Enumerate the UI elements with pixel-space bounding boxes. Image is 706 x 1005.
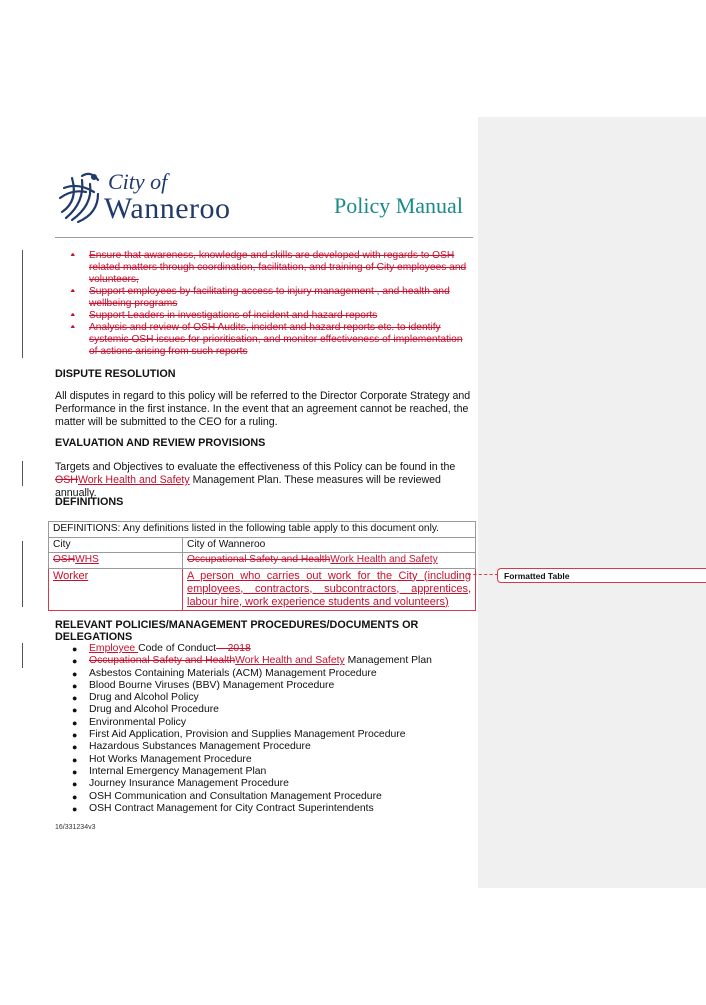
list-item: ● Drug and Alcohol Procedure <box>72 704 219 716</box>
term-cell: OSHWHS <box>49 553 183 569</box>
list-item: ● Asbestos Containing Materials (ACM) Management Procedure <box>72 667 377 679</box>
table-caption: DEFINITIONS: Any definitions listed in the following table apply to this document only. <box>49 522 476 538</box>
evaluation-text: Targets and Objectives to evaluate the effectiveness of this Policy can be found in the OSHWork Health and Safety Management Plan. These measures will be reviewed annually. <box>55 461 456 499</box>
list-item: ● Blood Bourne Viruses (BBV) Management Procedure <box>72 679 335 691</box>
change-bar <box>22 461 23 486</box>
list-item: ● Hazardous Substances Management Procedure <box>72 741 311 753</box>
list-item: ● Environmental Policy <box>72 716 187 728</box>
definition-cell: Occupational Safety and HealthWork Health and Safety <box>183 553 476 569</box>
definitions-table <box>48 521 476 611</box>
list-item: ● First Aid Application, Provision and Supplies Management Procedure <box>72 729 406 741</box>
definition-cell: A person who carries out work for the City (including employees, contractors, subcontractors, apprentices, labour hire, work experience students and volunteers) <box>183 568 476 610</box>
policy-manual-title: Policy Manual <box>334 193 463 218</box>
markup-pane <box>478 117 706 888</box>
formatted-table-balloon[interactable]: Formatted Table <box>497 568 706 583</box>
change-bar <box>22 250 23 358</box>
relevant-documents-list <box>55 643 473 815</box>
deleted-responsibilities-list <box>55 250 473 358</box>
term-cell: Worker <box>49 568 183 610</box>
table-row <box>49 537 476 553</box>
dispute-text: All disputes in regard to this policy will be referred to the Director Corporate Strategy and Performance in the first instance. In the event that an agreement cannot be reached, the matter will be submitted to the CEO for a ruling. <box>55 390 471 428</box>
list-item: • Analysis and review of OSH Audits, incident and hazard reports etc. to identify systemic OSH issues for prioritisation, and monitor effectiveness of implementation of actions arising from such reports <box>71 322 463 357</box>
header-divider <box>55 237 473 238</box>
list-item: ● OSH Communication and Consultation Management Procedure <box>72 790 382 802</box>
table-row <box>49 553 476 569</box>
list-item: ● Employee Code of Conduct – 2018 <box>72 643 251 654</box>
dispute-heading: DISPUTE RESOLUTION <box>55 368 176 380</box>
term-cell: City <box>49 537 183 553</box>
list-item: • Support employees by facilitating access to injury management , and health and wellbeing programs <box>71 286 450 309</box>
relevant-heading: RELEVANT POLICIES/MANAGEMENT PROCEDURES/DOCUMENTS OR DELEGATIONS <box>55 619 419 643</box>
definitions-heading: DEFINITIONS <box>55 496 124 508</box>
table-row <box>49 522 476 538</box>
logo-text-line1: City of <box>108 169 168 194</box>
logo-text-line2: Wanneroo <box>104 192 231 225</box>
list-item: ● Internal Emergency Management Plan <box>72 765 267 777</box>
list-item: • Ensure that awareness, knowledge and skills are developed with regards to OSH related matters through coordination, facilitation, and training of City employees and volunteers, <box>71 250 467 285</box>
definition-cell: City of Wanneroo <box>183 537 476 553</box>
change-bar <box>22 643 23 668</box>
list-item: • Support Leaders in investigations of incident and hazard reports <box>71 310 378 321</box>
document-reference: 16/331234v3 <box>55 824 96 831</box>
table-row <box>49 568 476 610</box>
change-bar <box>22 541 23 607</box>
list-item: ● Journey Insurance Management Procedure <box>72 778 289 790</box>
list-item: ● Occupational Safety and HealthWork Health and Safety Management Plan <box>72 655 432 667</box>
list-item: ● Drug and Alcohol Policy <box>72 692 199 704</box>
comment-connector <box>468 574 498 575</box>
evaluation-heading: EVALUATION AND REVIEW PROVISIONS <box>55 437 266 449</box>
list-item: ● OSH Contract Management for City Contract Superintendents <box>72 802 374 814</box>
list-item: ● Hot Works Management Procedure <box>72 753 252 765</box>
